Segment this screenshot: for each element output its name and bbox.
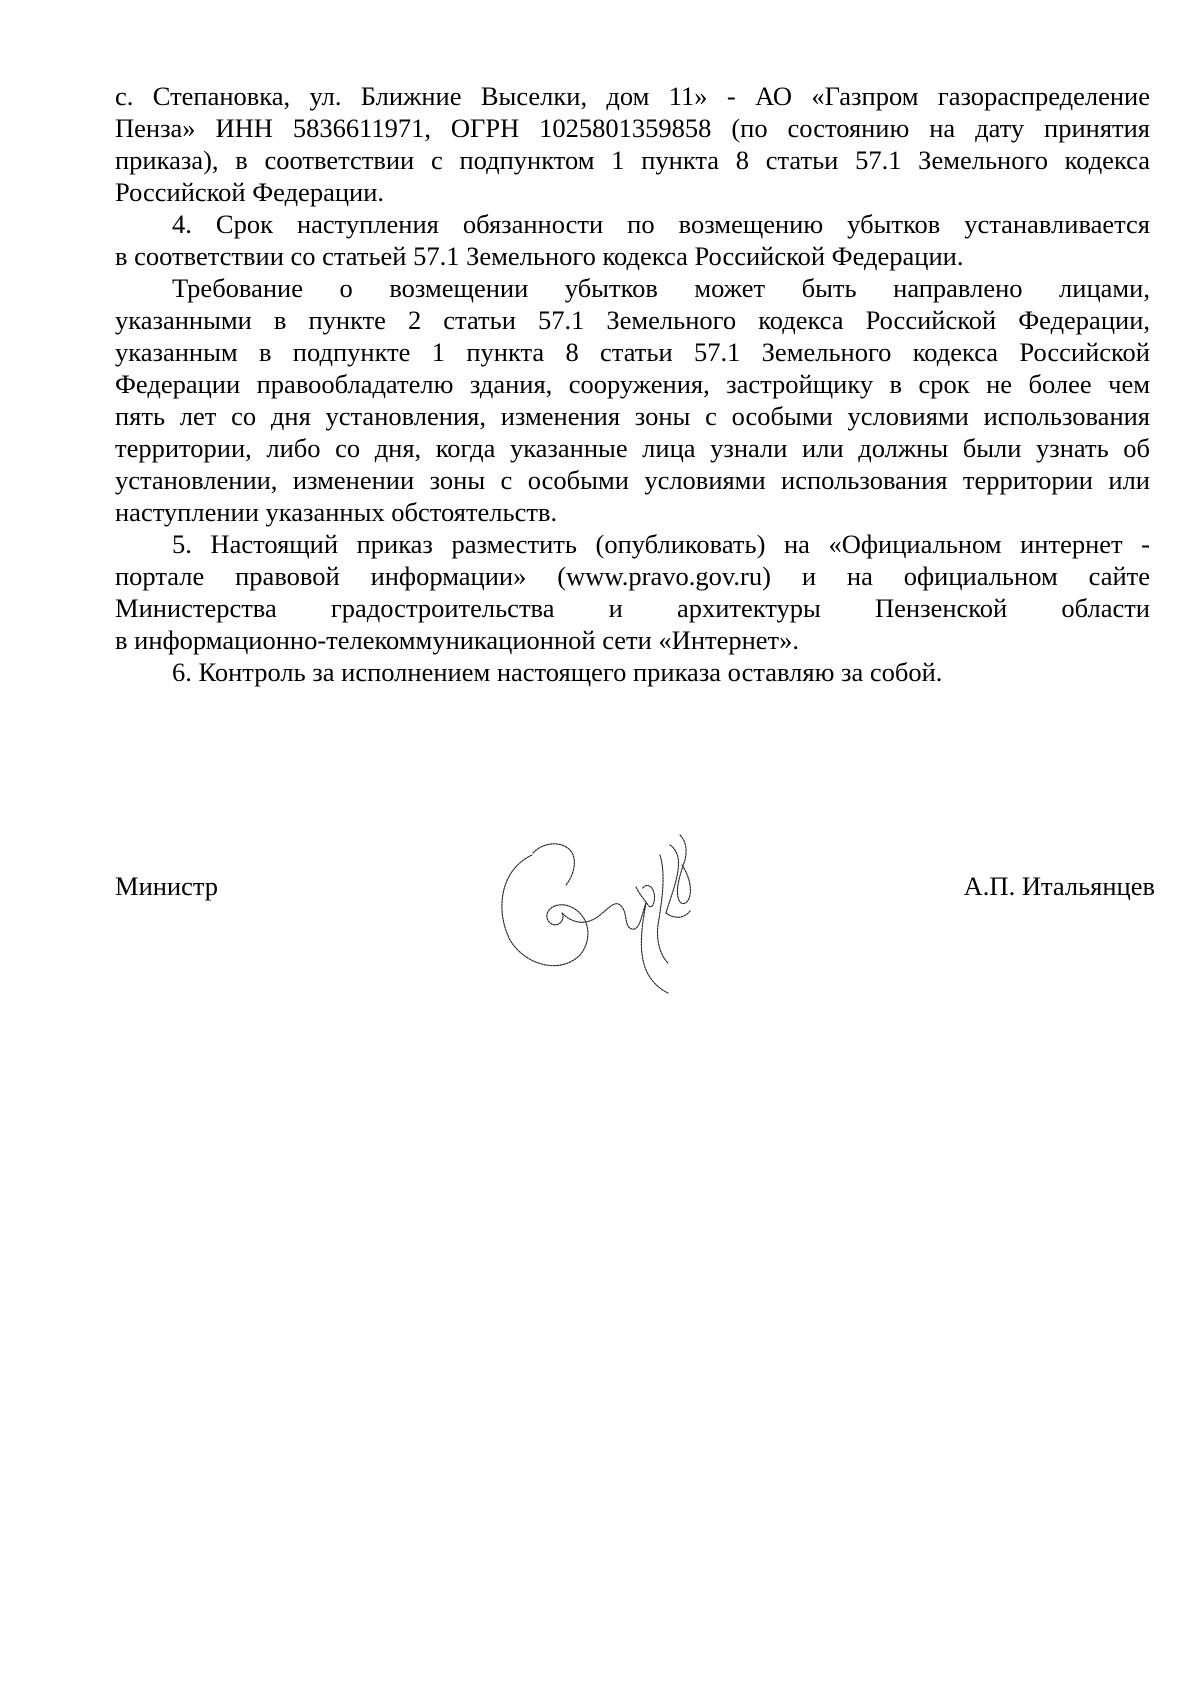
body-line: 5. Настоящий приказ разместить (опубликовать) на «Официальном интернет -: [172, 529, 1150, 559]
body-line: портале правовой информации» (www.pravo.gov.ru) и на официальном сайте: [115, 561, 1150, 591]
body-line: Требование о возмещении убытков может быть направлено лицами,: [172, 273, 1150, 303]
body-line: 6. Контроль за исполнением настоящего приказа оставляю за собой.: [172, 657, 943, 687]
body-line: установлении, изменении зоны с особыми условиями использования территории или: [115, 465, 1150, 495]
handwritten-signature: [470, 815, 730, 1005]
body-line: указанным в подпункте 1 пункта 8 статьи 57.1 Земельного кодекса Российской: [115, 337, 1150, 367]
body-line: приказа), в соответствии с подпунктом 1 пункта 8 статьи 57.1 Земельного кодекса: [115, 145, 1150, 175]
body-line: наступлении указанных обстоятельств.: [115, 497, 558, 527]
body-line: территории, либо со дня, когда указанные лица узнали или должны были узнать об: [115, 433, 1150, 463]
signatory-name: А.П. Итальянцев: [963, 871, 1155, 901]
body-line: с. Степановка, ул. Ближние Выселки, дом 11» - АО «Газпром газораспределение: [115, 81, 1150, 111]
body-line: в информационно-телекоммуникационной сети «Интернет».: [115, 625, 799, 655]
body-line: пять лет со дня установления, изменения зоны с особыми условиями использования: [115, 401, 1150, 431]
body-line: Российской Федерации.: [115, 177, 384, 207]
body-line: в соответствии со статьей 57.1 Земельного кодекса Российской Федерации.: [115, 241, 964, 271]
signatory-title: Министр: [115, 871, 219, 901]
body-line: Пенза» ИНН 5836611971, ОГРН 1025801359858 (по состоянию на дату принятия: [115, 113, 1150, 143]
body-line: указанными в пункте 2 статьи 57.1 Земельного кодекса Российской Федерации,: [115, 305, 1150, 335]
body-line: 4. Срок наступления обязанности по возмещению убытков устанавливается: [172, 209, 1150, 239]
body-line: Федерации правообладателю здания, сооружения, застройщику в срок не более чем: [115, 369, 1150, 399]
body-line: Министерства градостроительства и архитектуры Пензенской области: [115, 593, 1150, 623]
